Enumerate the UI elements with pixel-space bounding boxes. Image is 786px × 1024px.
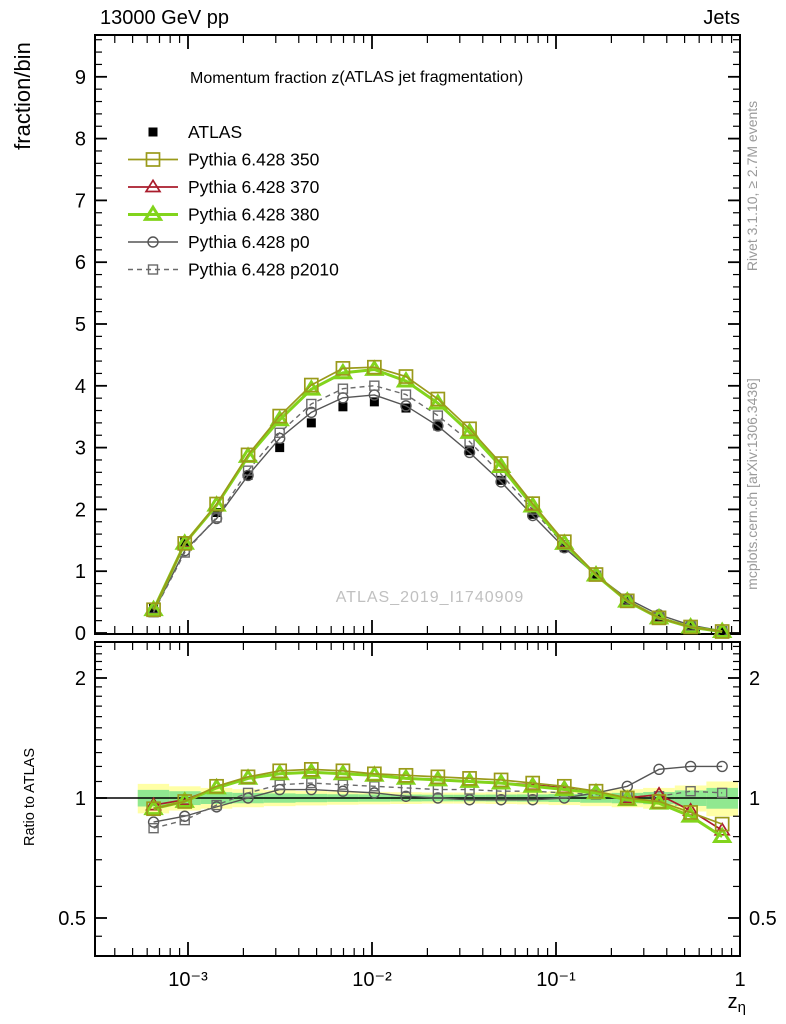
main-y-tick-label: 8 [74,128,86,151]
rivet-version-note: Rivet 3.1.10, ≥ 2.7M events [744,100,760,272]
main-y-tick-label: 3 [74,437,86,460]
main-y-tick-label: 1 [74,561,86,584]
legend [128,122,339,280]
ratio-y-tick-label: 1 [74,788,86,810]
main-y-tick-label: 9 [74,66,86,89]
legend-label: Pythia 6.428 350 [188,149,320,170]
mcplots-reference-note: mcplots.cern.ch [arXiv:1306.3436] [744,378,760,590]
legend-label: ATLAS [188,122,243,142]
legend-label: Pythia 6.428 370 [188,177,320,197]
ratio-y-tick-label-right: 0.5 [749,908,777,930]
ratio-y-tick-label: 0.5 [58,908,86,930]
legend-label: Pythia 6.428 380 [188,204,320,225]
analysis-group-label: Jets [703,7,740,29]
ratio-y-tick-label-right: 2 [749,668,761,690]
x-tick-label: 1 [734,969,746,991]
ratio-y-axis-title: Ratio to ATLAS [22,747,38,847]
main-y-tick-label: 4 [74,375,86,398]
main-y-tick-label: 5 [74,314,86,336]
legend-item-pythia-6-428-380 [128,205,320,225]
main-y-tick-label: 6 [74,252,86,275]
x-tick-label: 10⁻¹ [536,969,576,991]
x-tick-label: 10⁻² [352,969,392,991]
x-axis-title: $z_\eta$ [727,991,746,1016]
plot-title: Momentum fraction z(ATLAS jet fragmentation) [190,69,524,87]
legend-label: Pythia 6.428 p2010 [188,259,339,280]
legend-item-pythia-6-428-370 [128,177,320,197]
legend-item-pythia-6-428-p2010 [128,260,339,280]
legend-item-atlas [149,122,243,142]
ratio-y-tick-label-right: 1 [749,788,761,810]
analysis-id-watermark: ATLAS_2019_I1740909 [335,589,525,606]
x-tick-label: 10⁻³ [168,969,208,991]
main-y-tick-label: 2 [74,499,86,522]
legend-item-pythia-6-428-p0 [128,232,310,252]
panel-frames-and-ticks [58,35,777,991]
legend-item-pythia-6-428-350 [128,150,320,170]
ratio-y-tick-label: 2 [74,668,86,690]
main-y-tick-label: 7 [74,190,86,213]
main-y-axis-title: fraction/bin [10,42,35,150]
beam-energy-label: 13000 GeV pp [100,7,229,29]
main-y-tick-label: 0 [74,623,86,645]
legend-label: Pythia 6.428 p0 [188,232,310,252]
